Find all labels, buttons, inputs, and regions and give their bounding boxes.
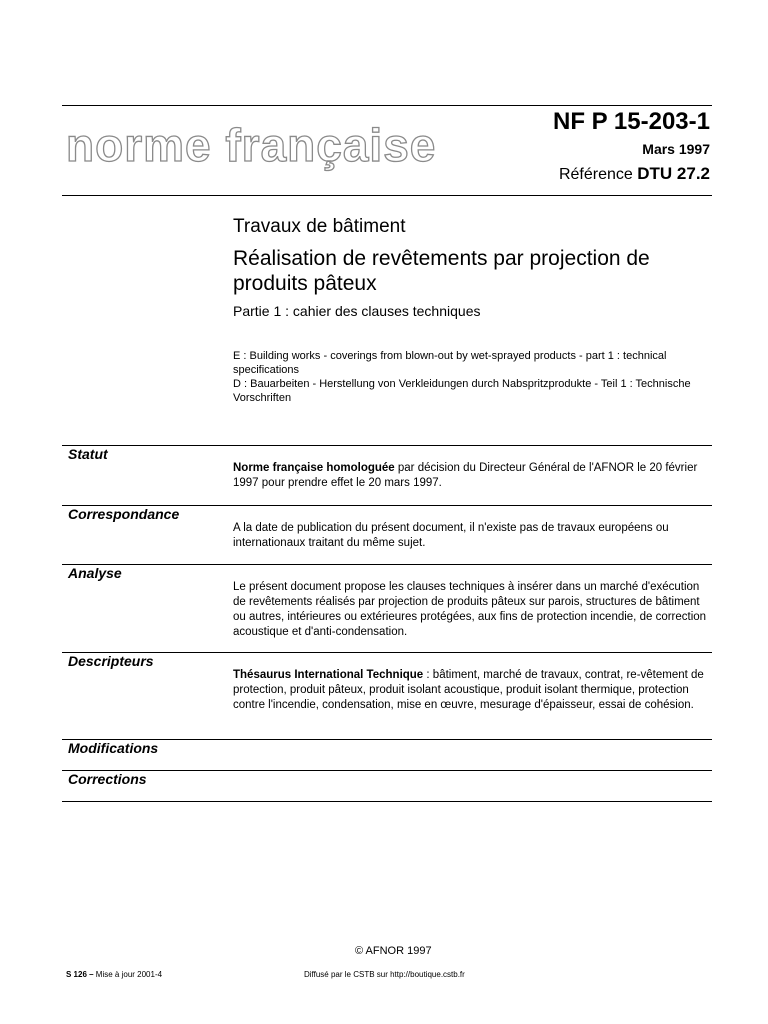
section-rule — [62, 445, 712, 446]
statut-text: par décision du Directeur Général de l'AFNOR le 20 février 1997 pour prendre effet le 20 mars 1997. — [233, 462, 698, 489]
section-label-statut: Statut — [68, 446, 108, 462]
section-label-correspondance: Correspondance — [68, 506, 180, 522]
update-code — [66, 970, 162, 979]
reference — [559, 164, 710, 184]
header-rule — [62, 195, 712, 196]
section-text-descripteurs — [233, 668, 709, 713]
section-text-correspondance: A la date de publication du présent document, il n'existe pas de travaux européens ou internationaux traitant du même sujet. — [233, 522, 669, 549]
bottom-rule — [62, 801, 712, 802]
publication-date: Mars 1997 — [642, 141, 710, 157]
document-part: Partie 1 : cahier des clauses techniques — [233, 303, 481, 319]
document-title: Réalisation de revêtements par projection de produits pâteux — [233, 247, 650, 295]
section-rule — [62, 564, 712, 565]
section-label-analyse: Analyse — [68, 565, 122, 581]
statut-bold: Norme française homologuée — [233, 462, 395, 474]
title-category: Travaux de bâtiment — [233, 216, 406, 237]
section-label-modifications: Modifications — [68, 740, 159, 756]
translation-english: E : Building works - coverings from blown-out by wet-sprayed products - part 1 : technical specifications — [233, 350, 667, 376]
section-rule — [62, 739, 712, 740]
distribution-note: Diffusé par le CSTB sur http://boutique.cstb.fr — [304, 970, 465, 979]
top-rule — [62, 105, 712, 106]
standard-number: NF P 15-203-1 — [553, 108, 710, 135]
brand-title: norme française — [66, 119, 437, 171]
section-label-corrections: Corrections — [68, 771, 147, 787]
section-text-statut — [233, 461, 709, 491]
section-rule — [62, 770, 712, 771]
descripteurs-text: : bâtiment, marché de travaux, contrat, re-vêtement de protection, produit pâteux, produit isolant acoustique, produit isolant thermique, protection contre l'incendie, condensation, mise en œuvre, mesurage d'épaisseur, essai de cohésion. — [233, 669, 704, 711]
section-rule — [62, 652, 712, 653]
descripteurs-bold: Thésaurus International Technique — [233, 669, 424, 681]
section-text-analyse: Le présent document propose les clauses techniques à insérer dans un marché d'exécution de revêtements réalisés par projection de produits pâteux sur parois, structures de bâtiment ou autres, intérieures ou extérieures protégées, aux fins de protection incendie, de correction acoustique et d'anti-condensation. — [233, 581, 707, 638]
reference-value: DTU 27.2 — [637, 164, 710, 183]
reference-label: Référence — [558, 166, 633, 183]
update-code-bold: S 126 – — [66, 970, 94, 979]
copyright: © AFNOR 1997 — [355, 945, 432, 957]
section-label-descripteurs: Descripteurs — [68, 653, 154, 669]
update-code-rest: Mise à jour 2001-4 — [93, 970, 163, 979]
translation-german: D : Bauarbeiten - Herstellung von Verkleidungen durch Nabspritzprodukte - Teil 1 : Technische Vorschriften — [233, 378, 691, 404]
